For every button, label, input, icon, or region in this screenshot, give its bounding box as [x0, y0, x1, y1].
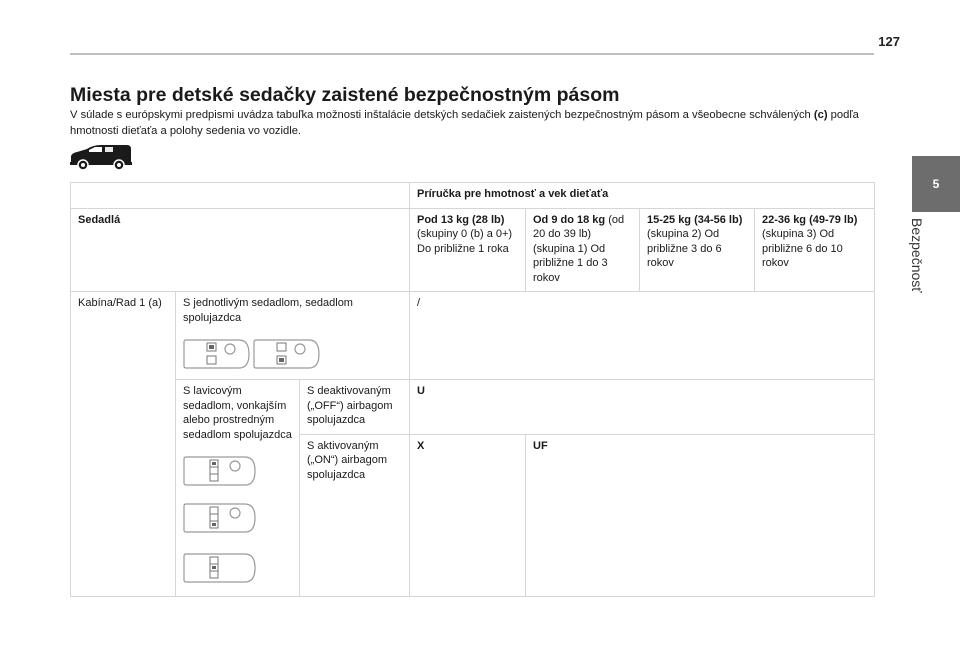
- child-seat-table: [70, 182, 875, 597]
- section-label: Bezpečnosť: [909, 218, 925, 293]
- intro-text-2: podľa hmotnosti dieťaťa a polohy sedenia vo vozidle.: [70, 109, 859, 137]
- table-row: [71, 292, 875, 380]
- row-single-seat-label: S jednotlivým sedadlom, sedadlom spolujazdca: [183, 297, 353, 324]
- van-icon: [69, 142, 133, 172]
- group-weight: Od 9 do 18 kg: [533, 213, 606, 226]
- intro-bold: (c): [813, 109, 828, 121]
- row-label-cabin: Kabína/Rad 1 (a): [71, 292, 176, 597]
- group-details: (skupiny 0 (b) a 0+) Do približne 1 roka: [417, 228, 513, 255]
- table-row: [71, 380, 875, 435]
- page-number: 127: [878, 34, 900, 49]
- table-cell: [71, 183, 410, 209]
- section-label-box: [895, 218, 935, 318]
- section-tab[interactable]: [912, 156, 960, 212]
- header-group-3: [755, 208, 875, 292]
- group-details: (skupina 3) Od približne 6 do 10 rokov: [762, 228, 843, 269]
- header-group-2: [640, 208, 755, 292]
- airbag-on-value-group-1-3: UF: [526, 434, 875, 596]
- airbag-off-value: U: [410, 380, 875, 435]
- table-row: [71, 208, 875, 292]
- row-single-seat: [176, 292, 410, 380]
- group-weight: 15-25 kg (34-56 lb): [647, 213, 743, 226]
- airbag-on-value-group-0: X: [410, 434, 526, 596]
- row-bench-seat: [176, 380, 300, 597]
- header-group-0: [410, 208, 526, 292]
- intro-text: V súlade s európskymi predpismi uvádza tabuľka možnosti inštalácie detských sedačiek zaistených bezpečnostným pásom a všeobecne schválených: [70, 109, 814, 121]
- header-seats: Sedadlá: [71, 208, 410, 292]
- airbag-off-label: S deaktivovaným („OFF“) airbagom spolujazdca: [300, 380, 410, 435]
- group-details: (od 20 do 39 lb) (skupina 1) Od približne 1 do 3 rokov: [533, 213, 625, 284]
- table-row: [71, 183, 875, 209]
- bench-seat-diagram-icon: [183, 454, 263, 588]
- section-number: 5: [932, 177, 940, 191]
- page-title: Miesta pre detské sedačky zaistené bezpečnostným pásom: [70, 84, 620, 106]
- row-bench-seat-label: S lavicovým sedadlom, vonkajším alebo prostredným sedadlom spolujazdca: [183, 385, 292, 441]
- header-group-1: [526, 208, 640, 292]
- airbag-on-label: S aktivovaným („ON“) airbagom spolujazdca: [300, 434, 410, 596]
- intro-paragraph: [70, 108, 880, 139]
- top-divider: [70, 53, 874, 55]
- row-single-seat-value: /: [410, 292, 875, 380]
- seat-diagram-icon: [183, 335, 323, 373]
- group-weight: 22-36 kg (49-79 lb): [762, 213, 858, 226]
- group-details: (skupina 2) Od približne 3 do 6 rokov: [647, 228, 722, 269]
- header-weight-guide: Príručka pre hmotnosť a vek dieťaťa: [410, 183, 875, 209]
- group-weight: Pod 13 kg (28 lb): [417, 213, 505, 226]
